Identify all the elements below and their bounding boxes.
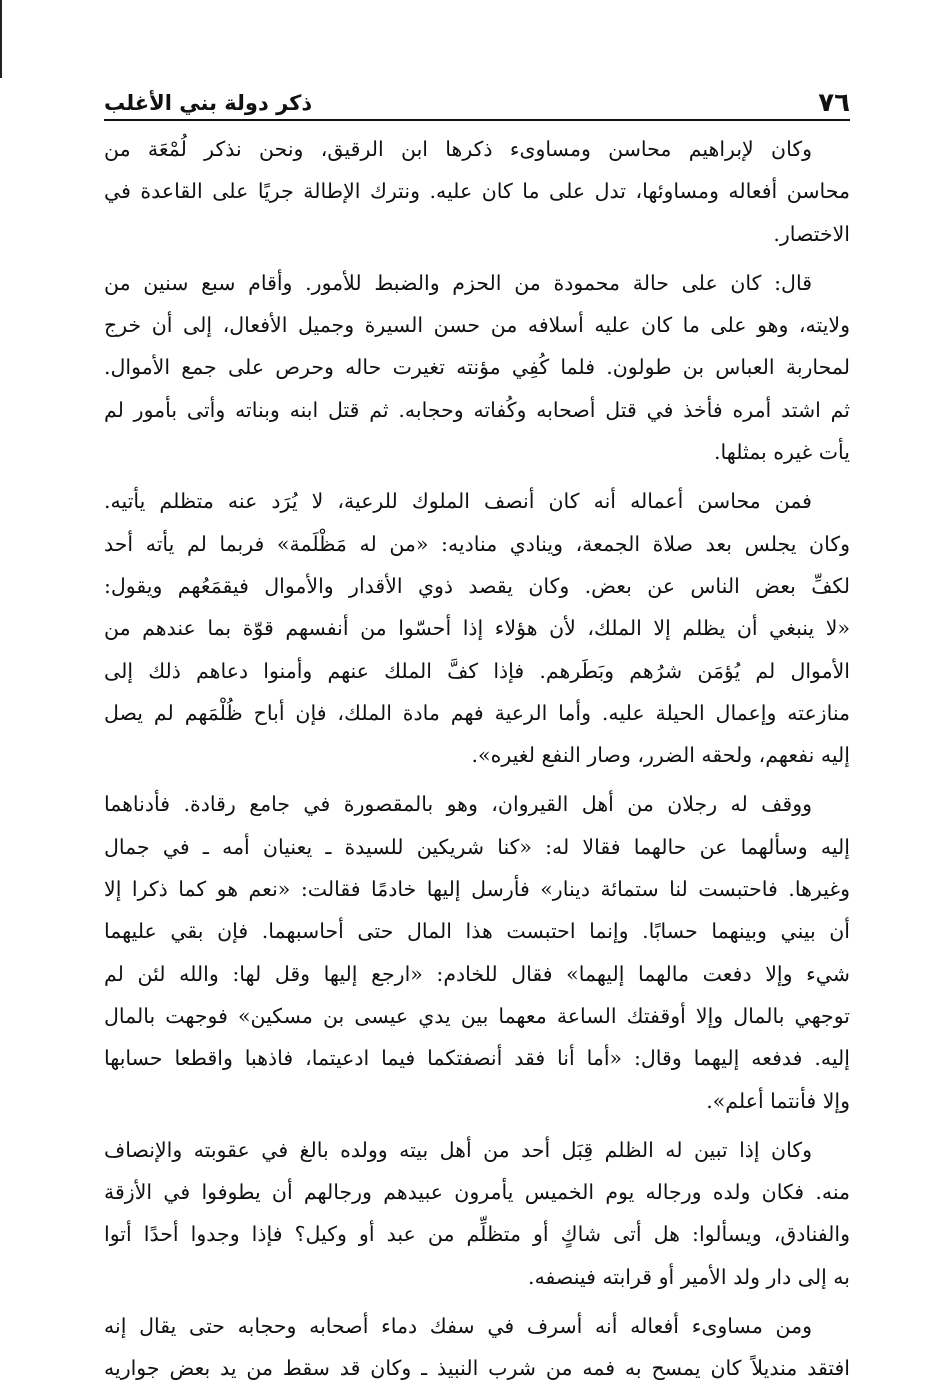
- text-line: منه. فكان ولده ورجاله يوم الخميس يأمرون عبيدهم ورجالهم أن يطوفوا في الأزقة: [104, 1180, 850, 1205]
- text-line: الأموال لم يُؤمَن شرُهم وبَطَرهم. فإذا كفَّ الملك عنهم وأمنوا دعاهم ذلك إلى: [104, 658, 850, 683]
- paragraph-2: [104, 262, 850, 473]
- paragraph-6: [104, 1305, 850, 1390]
- text-line: أن بيني وبينهما حسابًا. وإنما احتبست هذا المال حتى أحاسبهما. فإن بقي عليهما: [104, 919, 850, 944]
- text-line: إليه. فدفعه إليهما وقال: «أما أنا فقد أنصفتكما فيما ادعيتما، فاذهبا واقطعا حسابها: [104, 1046, 850, 1071]
- text-line: وإلا فأنتما أعلم».: [706, 1088, 850, 1113]
- header-rule: [104, 119, 850, 121]
- text-line: وكان إذا تبين له الظلم قِبَل أحد من أهل بيته وولده بالغ في عقوبته والإنصاف: [104, 1137, 812, 1162]
- paragraph-3: [104, 480, 850, 776]
- text-line: الاختصار.: [773, 221, 850, 246]
- paragraph-1: [104, 128, 850, 255]
- page-header: [104, 84, 850, 118]
- text-line: ومن مساوىء أفعاله أنه أسرف في سفك دماء أصحابه وحجابه حتى يقال إنه: [104, 1314, 812, 1339]
- text-line: ولايته، وهو على ما كان عليه أسلافه من حسن السيرة وجميل الأفعال، إلى أن خرج: [104, 313, 850, 338]
- text-line: ووقف له رجلان من أهل القيروان، وهو بالمقصورة في جامع رقادة. فأدناهما: [104, 792, 812, 817]
- paragraph-4: [104, 783, 850, 1121]
- text-line: لمحاربة العباس بن طولون. فلما كُفِي مؤنته تغيرت حاله وحرص على جمع الأموال.: [104, 355, 850, 380]
- running-title: ذكر دولة بني الأغلب: [104, 91, 313, 115]
- text-line: توجهي بالمال وإلا أوقفتك الساعة معهما بين يدي عيسى بن مسكين» فوجهت بالمال: [104, 1003, 850, 1028]
- text-line: وكان يجلس بعد صلاة الجمعة، وينادي مناديه: «من له مَظْلَمة» فربما لم يأته أحد: [104, 531, 850, 556]
- text-line: افتقد منديلاً كان يمسح به فمه من شرب النبيذ ـ وكان قد سقط من يد بعض جواريه: [104, 1356, 850, 1381]
- text-line: يأت غيره بمثلها.: [714, 440, 850, 465]
- scan-edge: [0, 0, 2, 78]
- paragraph-5: [104, 1129, 850, 1298]
- page-number: ٧٦: [818, 88, 850, 118]
- text-line: ثم اشتد أمره فأخذ في قتل أصحابه وكُفاته وحجابه. ثم قتل ابنه وبناته وأتى بأمور لم: [104, 397, 850, 422]
- text-line: وغيرها. فاحتبست لنا ستمائة دينار» فأرسل إليها خادمًا فقالت: «نعم هو كما ذكرا إلا: [104, 877, 850, 902]
- text-line: وكان لإبراهيم محاسن ومساوىء ذكرها ابن الرقيق، ونحن نذكر لُمْعَة من: [104, 137, 812, 161]
- text-line: والفنادق، ويسألوا: هل أتى شاكٍ أو متظلِّم من عبد أو وكيل؟ فإذا وجدوا أحدًا أتوا: [104, 1222, 850, 1247]
- body-text: [104, 128, 850, 1390]
- text-line: إليه وسألهما عن حالهما فقالا له: «كنا شريكين للسيدة ـ يعنيان أمه ـ في جمال: [104, 834, 850, 859]
- text-line: محاسن أفعاله ومساوئها، تدل على ما كان عليه. ونترك الإطالة جريًا على القاعدة في: [104, 179, 850, 204]
- text-line: إليه نفعهم، ولحقه الضرر، وصار النفع لغيره».: [471, 743, 850, 768]
- text-line: «لا ينبغي أن يظلم إلا الملك، لأن هؤلاء إذا أحسّوا من أنفسهم قوّة بما عندهم من: [104, 616, 850, 641]
- text-line: لكفِّ بعض الناس عن بعض. وكان يقصد ذوي الأقدار والأموال فيقمَعُهم ويقول:: [104, 573, 850, 598]
- text-line: شيء وإلا دفعت مالهما إليهما» فقال للخادم: «ارجع إليها وقل لها: والله لئن لم: [104, 961, 850, 986]
- text-line: قال: كان على حالة محمودة من الحزم والضبط للأمور. وأقام سبع سنين من: [104, 270, 812, 295]
- text-line: فمن محاسن أعماله أنه كان أنصف الملوك للرعية، لا يُرَد عنه متظلم يأتيه.: [104, 489, 812, 514]
- text-line: منازعته وإعمال الحيلة عليه. وأما الرعية فهم مادة الملك، فإن أباح ظُلْمَهم لم يصل: [104, 700, 850, 725]
- text-line: به إلى دار ولد الأمير أو قرابته فينصفه.: [528, 1264, 850, 1289]
